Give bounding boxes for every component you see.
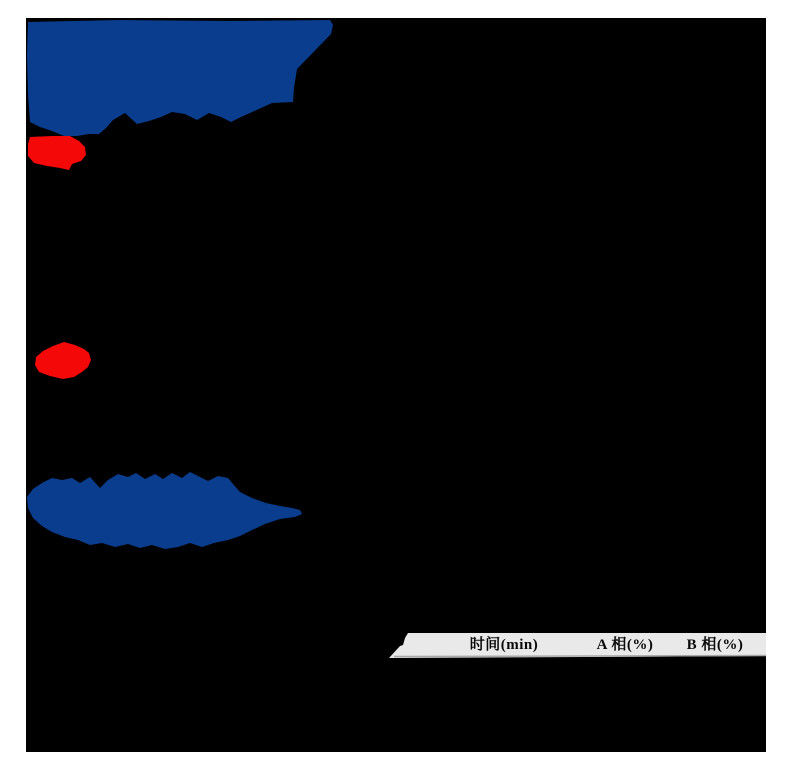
blue-ink-mark-lower (27, 472, 302, 549)
blue-ink-mark-top-left (27, 20, 333, 136)
table-header-strip-bottom-edge (394, 656, 766, 657)
table-header-col-time: 时间(min) (469, 637, 539, 653)
red-stamp-mark-middle (35, 342, 91, 379)
table-header-col-phase-b: B 相(%) (686, 637, 744, 653)
red-stamp-mark-upper (28, 136, 86, 170)
table-header-strip (389, 633, 766, 658)
table-header-col-phase-a: A 相(%) (596, 637, 654, 653)
